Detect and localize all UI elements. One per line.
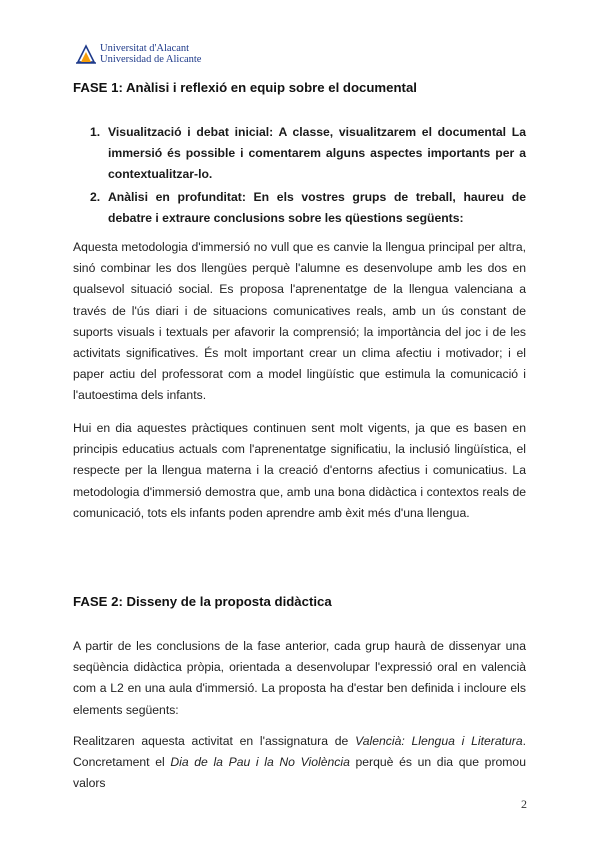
logo-text	[100, 43, 201, 65]
university-logo	[76, 42, 201, 66]
page-number: 2	[521, 797, 527, 811]
phase1-paragraph-current-practice: Hui en dia aquestes pràctiques continuen sent molt vigents, ja que es basen en principis educatius actuals com l'aprenentatge significatiu, la inclusió lingüística, el respecte per la llengua materna i la creació d'entorns afectius i comunicatius. La metodologia d'immersió demostra que, amb una bona didàctica i contextos reals de comunicació, tots els infants poden aprendre amb èxit més d'una llengua.	[73, 421, 526, 520]
list-item-number: 1.	[90, 125, 101, 139]
university-logo-icon	[76, 42, 96, 66]
phase1-heading: FASE 1: Anàlisi i reflexió en equip sobre el documental	[73, 80, 417, 95]
phase2-paragraph-intro: A partir de les conclusions de la fase anterior, cada grup haurà de dissenyar una seqüència didàctica pròpia, orientada a desenvolupar l'expressió oral en valencià com a L2 en una aula d'immersió. La proposta ha d'estar ben definida i incloure els elements següents:	[73, 639, 526, 717]
list-item-text: Anàlisi en profunditat: En els vostres grups de treball, haureu de debatre i extraure conclusions sobre les qüestions següents:	[108, 190, 526, 225]
logo-line-spanish: Universidad de Alicante	[100, 54, 202, 65]
text-run: Realitzaren aquesta activitat en l'assignatura de	[73, 734, 356, 748]
list-item-text: Visualització i debat inicial: A classe, visualitzarem el documental La immersió és possible i comentarem alguns aspectes importants per a contextualitzar-lo.	[108, 125, 526, 181]
list-item	[90, 187, 526, 229]
text-run: . Concretament el	[73, 734, 526, 770]
phase1-paragraph-immersion: Aquesta metodologia d'immersió no vull que es canvie la llengua principal per altra, sinó combinar les dos llengües perquè l'alumne es desenvolupe amb les dos en qualsevol situació social. Es proposa l'aprenentatge de la llengua valenciana a través de l'ús diari i de situacions comunicatives reals, amb un ús constant de suports visuals i textuals per afavorir la comprensió; la importància del joc i de les activitats significatives. És molt important crear un clima afectiu i motivador; i el paper actiu del professorat com a model lingüístic que estimula la comunicació i l'autoestima dels infants.	[73, 240, 526, 403]
logo-line-valencian: Universitat d'Alacant	[100, 43, 190, 54]
text-run: perquè és un dia que promou valors	[73, 755, 526, 791]
list-item-number: 2.	[90, 190, 101, 204]
phase2-heading: FASE 2: Disseny de la proposta didàctica	[73, 594, 332, 609]
subject-name: Valencià: Llengua i Literatura	[355, 734, 523, 748]
event-name: Dia de la Pau i la No Violència	[170, 755, 350, 770]
list-item	[90, 122, 526, 185]
phase1-task-list	[90, 122, 526, 231]
phase2-paragraph-subject	[73, 731, 526, 795]
